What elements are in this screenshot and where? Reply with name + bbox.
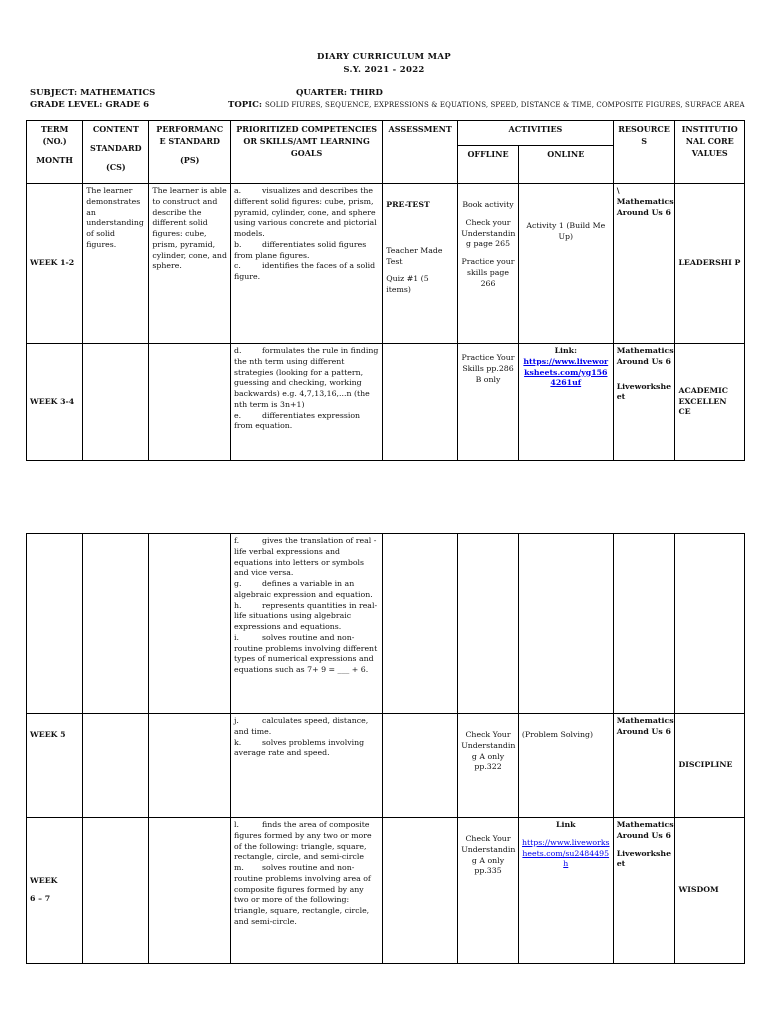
- col-header-performance-standard: PERFORMANC E STANDARD (PS): [149, 121, 231, 184]
- col-header-activities: ACTIVITIES: [458, 121, 614, 146]
- content-standard-cell: [83, 344, 149, 461]
- offline-activity-cell: Practice Your Skills pp.286 B only: [458, 344, 519, 461]
- core-value-cell: ACADEMIC EXCELLEN CE: [675, 344, 745, 461]
- term-cell: [27, 534, 83, 714]
- subject-line: [30, 88, 155, 98]
- content-standard-cell: [83, 714, 149, 818]
- term-cell: WEEK 1-2: [27, 184, 83, 344]
- content-standard-cell: [83, 534, 149, 714]
- competencies-cell: d. formulates the rule in finding the nth term using different strategies (looking for a pattern, guessing and checking, working backwards) e.g. 4,7,13,16,...n (the nth term is 3n+1) e. differentiates expression from equation.: [231, 344, 383, 461]
- topic-value: SOLID FIURES, SEQUENCE, EXPRESSIONS & EQUATIONS, SPEED, DISTANCE & TIME, COMPOSITE FIGURES, SURFACE AREA: [264, 101, 745, 109]
- quarter-line: [296, 88, 383, 98]
- quarter-label: QUARTER:: [296, 88, 348, 98]
- core-value-cell: LEADERSHI P: [675, 184, 745, 344]
- resources-cell: \ Mathematics Around Us 6: [613, 184, 675, 344]
- resources-cell: [613, 534, 675, 714]
- col-header-offline: OFFLINE: [458, 146, 519, 184]
- offline-activity-cell: Check Your Understandin g A only pp.335: [458, 818, 519, 964]
- performance-standard-cell: The learner is able to construct and describe the different solid figures: cube, prism, pyramid, cylinder, cone, and sphere.: [149, 184, 231, 344]
- core-value-cell: DISCIPLINE: [675, 714, 745, 818]
- subject-value: MATHEMATICS: [80, 88, 156, 98]
- performance-standard-cell: [149, 714, 231, 818]
- liveworksheets-link[interactable]: https://www.liveworksheets.com/su2484495h: [521, 837, 610, 869]
- competencies-cell: j. calculates speed, distance, and time. k. solves problems involving average rate and speed.: [231, 714, 383, 818]
- col-header-assessment: ASSESSMENT: [383, 121, 458, 184]
- online-activity-cell: Link https://www.liveworksheets.com/su2484495h: [518, 818, 613, 964]
- resources-cell: Mathematics Around Us 6: [613, 714, 675, 818]
- assessment-cell: [383, 818, 458, 964]
- document-title: DIARY CURRICULUM MAP: [317, 52, 451, 62]
- subject-label: SUBJECT:: [30, 88, 78, 98]
- table-row: [27, 344, 745, 461]
- grade-label: GRADE LEVEL:: [30, 100, 103, 110]
- assessment-cell: [383, 534, 458, 714]
- online-activity-cell: Activity 1 (Build Me Up): [518, 184, 613, 344]
- core-value-cell: WISDOM: [675, 818, 745, 964]
- performance-standard-cell: [149, 344, 231, 461]
- offline-activity-cell: Book activity Check your Understandin g page 265 Practice your skills page 266: [458, 184, 519, 344]
- school-year: S.Y. 2021 - 2022: [343, 65, 425, 75]
- grade-value: GRADE 6: [105, 100, 149, 110]
- liveworksheets-link[interactable]: https://www.liveworksheets.com/yg1564261uf: [523, 356, 609, 388]
- online-activity-cell: [518, 534, 613, 714]
- online-activity-cell: (Problem Solving): [518, 714, 613, 818]
- competencies-cell: f. gives the translation of real -life verbal expressions and equations into letters or symbols and vice versa. g. defines a variable in an algebraic expression and equation. h. represents quantities in real-life situations using algebraic expressions and equations. i. solves routine and non-routine problems involving different types of numerical expressions and equations such as 7+ 9 = ___ + 6.: [231, 534, 383, 714]
- topic-label: TOPIC:: [228, 100, 262, 110]
- content-standard-cell: The learner demonstrates an understanding of solid figures.: [83, 184, 149, 344]
- offline-activity-cell: [458, 534, 519, 714]
- term-cell: WEEK 3-4: [27, 344, 83, 461]
- term-cell: WEEK 6 – 7: [27, 818, 83, 964]
- curriculum-map-table-page-1: [26, 120, 745, 461]
- col-header-term: TERM (NO.) MONTH: [27, 121, 83, 184]
- competencies-cell: l. finds the area of composite figures formed by any two or more of the following: triangle, square, rectangle, circle, and semi-circle m. solves routine and non-routine problems involving area of composite figures formed by any two or more of the following: triangle, square, rectangle, circle, and semi-circle.: [231, 818, 383, 964]
- col-header-online: ONLINE: [518, 146, 613, 184]
- topic-line: [228, 100, 745, 110]
- content-standard-cell: [83, 818, 149, 964]
- col-header-resources: RESOURCE S: [613, 121, 675, 184]
- assessment-cell: PRE-TEST Teacher Made Test Quiz #1 (5 items): [383, 184, 458, 344]
- table-row: [27, 534, 745, 714]
- table-row: [27, 184, 745, 344]
- col-header-competencies: PRIORITIZED COMPETENCIES OR SKILLS/AMT LEARNING GOALS: [231, 121, 383, 184]
- core-value-cell: [675, 534, 745, 714]
- quarter-value: THIRD: [350, 88, 383, 98]
- table-row: [27, 714, 745, 818]
- performance-standard-cell: [149, 818, 231, 964]
- competencies-cell: a. visualizes and describes the different solid figures: cube, prism, pyramid, cylinder, cone, and sphere using various concrete and pictorial models. b. differentiates solid figures from plane figures. c. identifies the faces of a solid figure.: [231, 184, 383, 344]
- assessment-cell: [383, 714, 458, 818]
- online-activity-cell: Link: https://www.liveworksheets.com/yg1564261uf: [518, 344, 613, 461]
- resources-cell: Mathematics Around Us 6 Liveworkshe et: [613, 344, 675, 461]
- col-header-content-standard: CONTENT STANDARD (CS): [83, 121, 149, 184]
- curriculum-map-table-page-2: [26, 533, 745, 964]
- offline-activity-cell: Check Your Understandin g A only pp.322: [458, 714, 519, 818]
- term-cell: WEEK 5: [27, 714, 83, 818]
- performance-standard-cell: [149, 534, 231, 714]
- assessment-cell: [383, 344, 458, 461]
- table-row: [27, 818, 745, 964]
- grade-line: [30, 100, 149, 110]
- resources-cell: Mathematics Around Us 6 Liveworkshe et: [613, 818, 675, 964]
- col-header-core-values: INSTITUTIO NAL CORE VALUES: [675, 121, 745, 184]
